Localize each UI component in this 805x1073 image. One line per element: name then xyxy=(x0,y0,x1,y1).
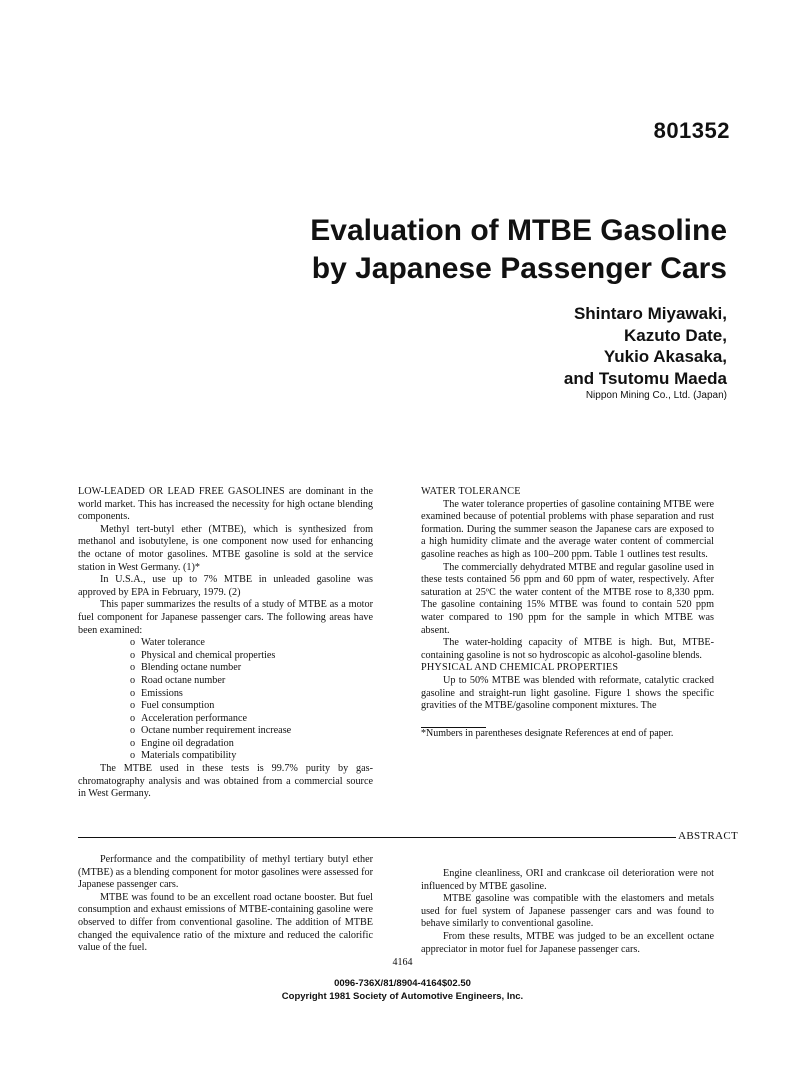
abstract-divider xyxy=(78,830,738,844)
list-item: o Road octane number xyxy=(130,674,226,686)
bullet-marker: o xyxy=(130,712,136,724)
list-item: o Materials compatibility xyxy=(130,750,237,762)
author-3: Yukio Akasaka, xyxy=(603,347,727,366)
list-item: o Octane number requirement increase xyxy=(130,725,292,737)
abstract-label: ABSTRACT xyxy=(678,830,738,842)
abstract-column-left xyxy=(78,854,373,955)
paper-title xyxy=(310,212,727,288)
bullet-marker: o xyxy=(130,700,136,712)
page-number: 4164 xyxy=(392,957,413,968)
paper-number: 801352 xyxy=(653,118,730,143)
intro-paragraph: The MTBE used in these tests is 99.7% purity by gas-chromatography analysis and was obtained from a commercial source in West Germany. xyxy=(78,763,373,800)
footnote: *Numbers in parentheses designate References at end of paper. xyxy=(421,727,674,739)
author-1: Shintaro Miyawaki, xyxy=(573,304,727,323)
abstract-paragraph: Performance and the compatibility of methyl tertiary butyl ether (MTBE) as a blending component for motor gasolines were assessed for Japanese passenger cars. xyxy=(78,854,373,891)
title-line-1: Evaluation of MTBE Gasoline xyxy=(310,214,727,247)
list-item: o Emissions xyxy=(130,687,183,699)
copyright-notice: Copyright 1981 Society of Automotive Engineers, Inc. xyxy=(281,991,524,1002)
section-heading-physical-chemical: PHYSICAL AND CHEMICAL PROPERTIES xyxy=(421,662,619,674)
body-paragraph: The water-holding capacity of MTBE is high. But, MTBE-containing gasoline is not so hydroscopic as alcohol-gasoline blends. xyxy=(421,637,714,661)
topic-list xyxy=(78,637,373,763)
body-paragraph: The commercially dehydrated MTBE and regular gasoline used in these tests contained 56 ppm and 60 ppm of water, respectively. After saturation at 25ºC the water content of the MTBE rose to 8,330 ppm. The gasoline containing 15% MTBE was found to contain 520 ppm water compared to 190 ppm for the sample in which MTBE was absent. xyxy=(421,561,714,636)
abstract-paragraph: MTBE was found to be an excellent road octane booster. But fuel consumption and exhaust emissions of MTBE-containing gasoline were observed to differ from conventional gasoline. The addition of MTBE changed the equivalence ratio of the mixture and reduced the calorific value of the fuel. xyxy=(78,891,373,954)
bullet-marker: o xyxy=(130,687,136,699)
abstract-paragraph: MTBE gasoline was compatible with the elastomers and metals used for fuel system of Japanese passenger cars and was found to behave similarly to conventional gasoline. xyxy=(421,893,714,930)
body-paragraph: The water tolerance properties of gasoline containing MTBE were examined because of potential problems with phase separation and rust formation. During the summer season the Japanese cars are exposed to a high humidity climate and the average water content of commercial gasoline reaches as high as 100–200 ppm. Table 1 outlines test results. xyxy=(421,498,714,560)
list-item: o Fuel consumption xyxy=(130,700,215,712)
body-paragraph: Up to 50% MTBE was blended with reformate, catalytic cracked gasoline and straight-run light gasoline. Figure 1 shows the specific gravities of the MTBE/gasoline component mixtures. The xyxy=(421,674,714,712)
title-line-2: by Japanese Passenger Cars xyxy=(311,252,727,285)
bullet-marker: o xyxy=(130,737,136,749)
body-column-right xyxy=(421,486,714,740)
intro-paragraph: LOW-LEADED OR LEAD FREE GASOLINES are dominant in the world market. This has increased the necessity for high octane blending components. xyxy=(78,486,373,523)
bullet-marker: o xyxy=(130,637,136,649)
publication-code: 0096-736X/81/8904-4164$02.50 xyxy=(334,978,471,989)
list-item: o Water tolerance xyxy=(130,637,205,649)
intro-paragraph: This paper summarizes the results of a study of MTBE as a motor fuel component for Japanese passenger cars. The following areas have been examined: xyxy=(78,599,373,636)
intro-paragraph: Methyl tert-butyl ether (MTBE), which is synthesized from methanol and isobutylene, is one component now used for enhancing the octane of motor gasolines. MTBE gasoline is sold at the service station in West Germany. (1)* xyxy=(78,523,373,573)
list-item: o Blending octane number xyxy=(130,662,242,674)
bullet-marker: o xyxy=(130,750,136,762)
list-item: o Engine oil degradation xyxy=(130,737,234,749)
affiliation: Nippon Mining Co., Ltd. (Japan) xyxy=(585,390,727,401)
bullet-marker: o xyxy=(130,674,136,686)
bullet-marker: o xyxy=(130,662,136,674)
abstract-paragraph: Engine cleanliness, ORI and crankcase oil deterioration were not influenced by MTBE gasoline. xyxy=(421,868,714,892)
intro-column xyxy=(78,486,373,801)
list-item: o Acceleration performance xyxy=(130,712,248,724)
author-block xyxy=(564,303,727,402)
author-2: Kazuto Date, xyxy=(624,325,727,345)
abstract-paragraph: From these results, MTBE was judged to be an excellent octane appreciator in motor fuel for Japanese passenger cars. xyxy=(421,930,714,955)
abstract-rule xyxy=(78,837,676,838)
section-heading-water-tolerance: WATER TOLERANCE xyxy=(421,486,521,497)
list-item: o Physical and chemical properties xyxy=(130,649,276,661)
author-4: and Tsutomu Maeda xyxy=(563,368,727,388)
abstract-column-right xyxy=(421,868,714,956)
bullet-marker: o xyxy=(130,725,136,737)
intro-paragraph: In U.S.A., use up to 7% MTBE in unleaded gasoline was approved by EPA in February, 1979. (2) xyxy=(78,574,373,598)
bullet-marker: o xyxy=(130,649,136,661)
